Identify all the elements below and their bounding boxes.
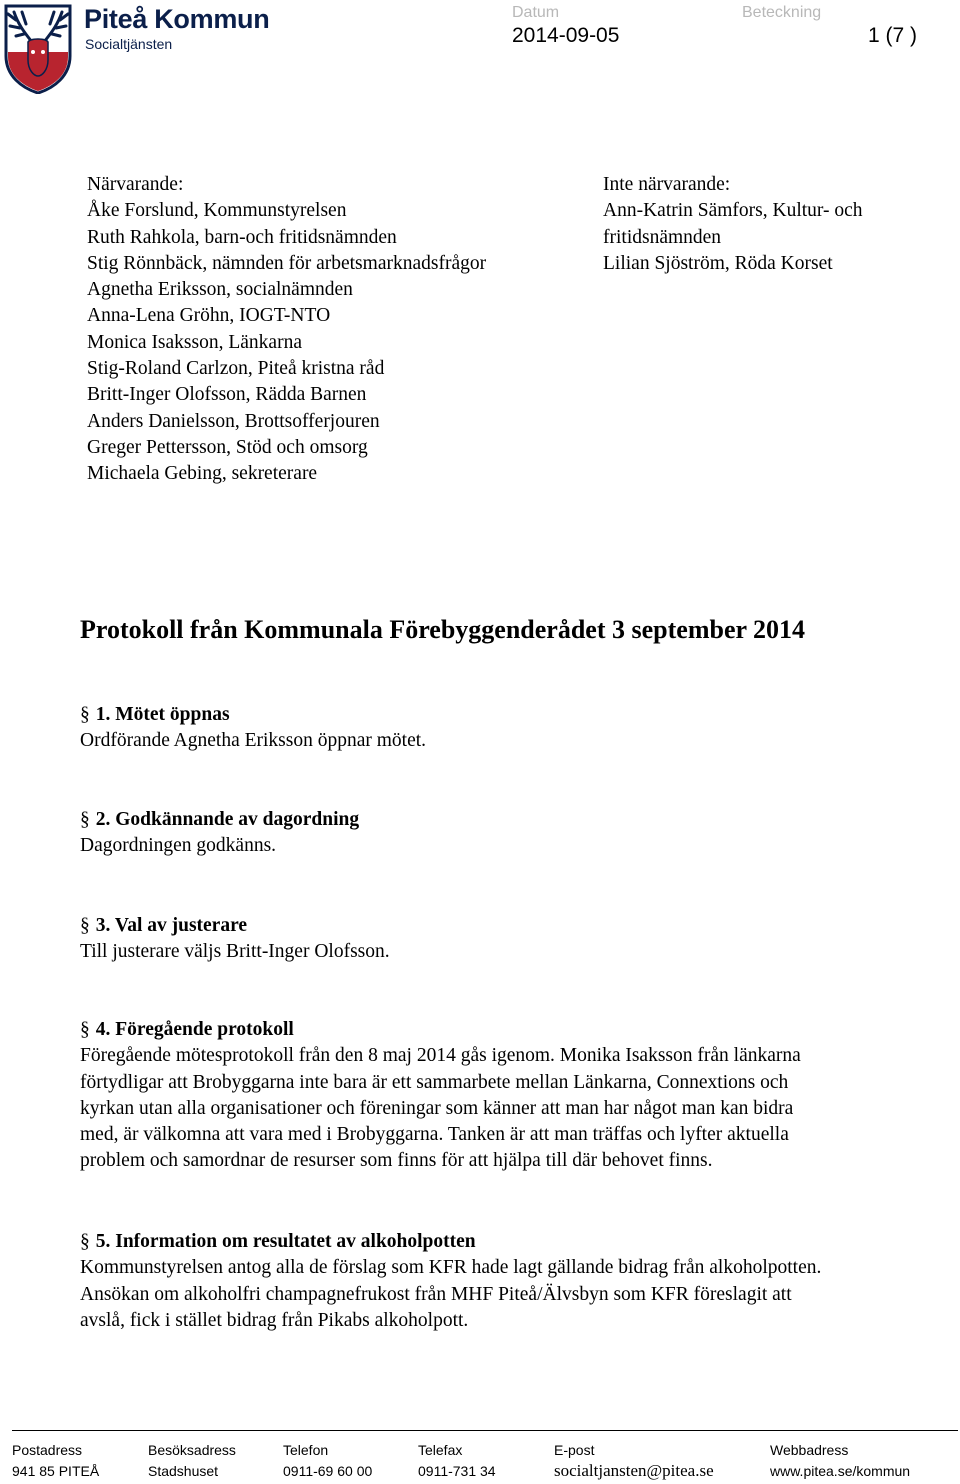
attendee: Anders Danielsson, Brottsofferjouren <box>87 410 380 432</box>
attendee: Agnetha Eriksson, socialnämnden <box>87 279 353 301</box>
reference-label: Beteckning <box>742 4 822 21</box>
section-mark: § <box>80 915 90 936</box>
section-mark: § <box>80 1019 90 1040</box>
absentee: fritidsnämnden <box>603 226 722 248</box>
attendee: Stig Rönnbäck, nämnden för arbetsmarknadsfrågor <box>87 252 487 274</box>
email-link[interactable]: socialtjansten@pitea.se <box>554 1461 714 1480</box>
attendee: Britt-Inger Olofsson, Rädda Barnen <box>87 384 367 406</box>
absent-heading: Inte närvarande: <box>603 174 731 195</box>
attendee: Ruth Rahkola, barn-och fritidsnämnden <box>87 226 397 248</box>
absent-list <box>603 172 933 277</box>
footer-divider <box>12 1430 958 1431</box>
section-heading-text: 5. Information om resultatet av alkoholpotten <box>95 1231 476 1252</box>
absentee: Ann-Katrin Sämfors, Kultur- och <box>603 200 863 222</box>
organization-name: Piteå Kommun <box>84 4 270 34</box>
attendee: Monica Isaksson, Länkarna <box>87 331 302 353</box>
date-label: Datum <box>512 4 560 21</box>
section-text: Ordförande Agnetha Eriksson öppnar mötet. <box>80 730 427 752</box>
section-heading-text: 4. Föregående protokoll <box>95 1019 294 1040</box>
agenda-section <box>80 807 940 860</box>
section-heading <box>80 1229 940 1255</box>
section-text: förtydligar att Brobyggarna inte bara är ett sammarbete mellan Länkarna, Connextions och <box>80 1071 789 1093</box>
section-heading <box>80 702 940 728</box>
email-label: E-post <box>554 1442 595 1458</box>
section-heading <box>80 807 940 833</box>
agenda-section <box>80 1229 940 1334</box>
document-title: Protokoll från Kommunala Förebyggenderådet 3 september 2014 <box>80 615 806 644</box>
visit-address: Stadshuset <box>148 1463 219 1479</box>
phone-number: 0911-69 60 00 <box>283 1463 373 1479</box>
phone-label: Telefon <box>283 1442 329 1458</box>
attendee: Michaela Gebing, sekreterare <box>87 463 318 485</box>
web-link[interactable]: www.pitea.se/kommun <box>770 1463 911 1479</box>
section-text: Föregående mötesprotokoll från den 8 maj 2014 gås igenom. Monika Isaksson från länkarna <box>80 1045 801 1067</box>
web-label: Webbadress <box>770 1442 849 1458</box>
postal-address-label: Postadress <box>12 1442 83 1458</box>
fax-number: 0911-731 34 <box>418 1463 496 1479</box>
visit-address-label: Besöksadress <box>148 1442 236 1458</box>
section-text: Ansökan om alkoholfri champagnefrukost från MHF Piteå/Älvsbyn som KFR föreslagit att <box>80 1283 792 1305</box>
section-heading <box>80 913 940 939</box>
section-text: Kommunstyrelsen antog alla de förslag som KFR hade lagt gällande bidrag från alkoholpotten. <box>80 1257 822 1279</box>
attendee: Anna-Lena Gröhn, IOGT-NTO <box>87 305 331 327</box>
section-heading-text: 2. Godkännande av dagordning <box>95 809 360 830</box>
page-number: 1 (7 ) <box>868 24 918 47</box>
section-heading-text: 1. Mötet öppnas <box>95 704 230 725</box>
section-text: Dagordningen godkänns. <box>80 835 277 857</box>
department-name: Socialtjänsten <box>85 36 173 52</box>
absentee: Lilian Sjöström, Röda Korset <box>603 252 833 274</box>
document-date: 2014-09-05 <box>512 24 620 47</box>
coat-of-arms-logo <box>2 2 74 94</box>
section-text: Till justerare väljs Britt-Inger Olofsson. <box>80 941 390 963</box>
attendee: Åke Forslund, Kommunstyrelsen <box>87 200 347 222</box>
section-text: problem och samordnar de resurser som finns för att hjälpa till där behovet finns. <box>80 1150 713 1172</box>
section-text: med, är välkomna att vara med i Brobyggarna. Tanken är att man träffas och lyfter aktuella <box>80 1124 789 1146</box>
agenda-section <box>80 702 940 755</box>
section-text: kyrkan utan alla organisationer och föreningar som känner att man har något man kan bidra <box>80 1097 794 1119</box>
postal-address: 941 85 PITEÅ <box>12 1463 100 1479</box>
agenda-section <box>80 913 940 966</box>
section-heading <box>80 1017 940 1043</box>
attendee: Greger Pettersson, Stöd och omsorg <box>87 436 368 458</box>
section-mark: § <box>80 1231 90 1252</box>
section-mark: § <box>80 809 90 830</box>
section-heading-text: 3. Val av justerare <box>95 915 248 936</box>
fax-label: Telefax <box>418 1442 463 1458</box>
section-text: avslå, fick i stället bidrag från Pikabs alkoholpott. <box>80 1309 469 1331</box>
present-list <box>87 172 587 488</box>
present-heading: Närvarande: <box>87 174 184 195</box>
section-mark: § <box>80 704 90 725</box>
agenda-section <box>80 1017 940 1175</box>
attendee: Stig-Roland Carlzon, Piteå kristna råd <box>87 358 385 380</box>
